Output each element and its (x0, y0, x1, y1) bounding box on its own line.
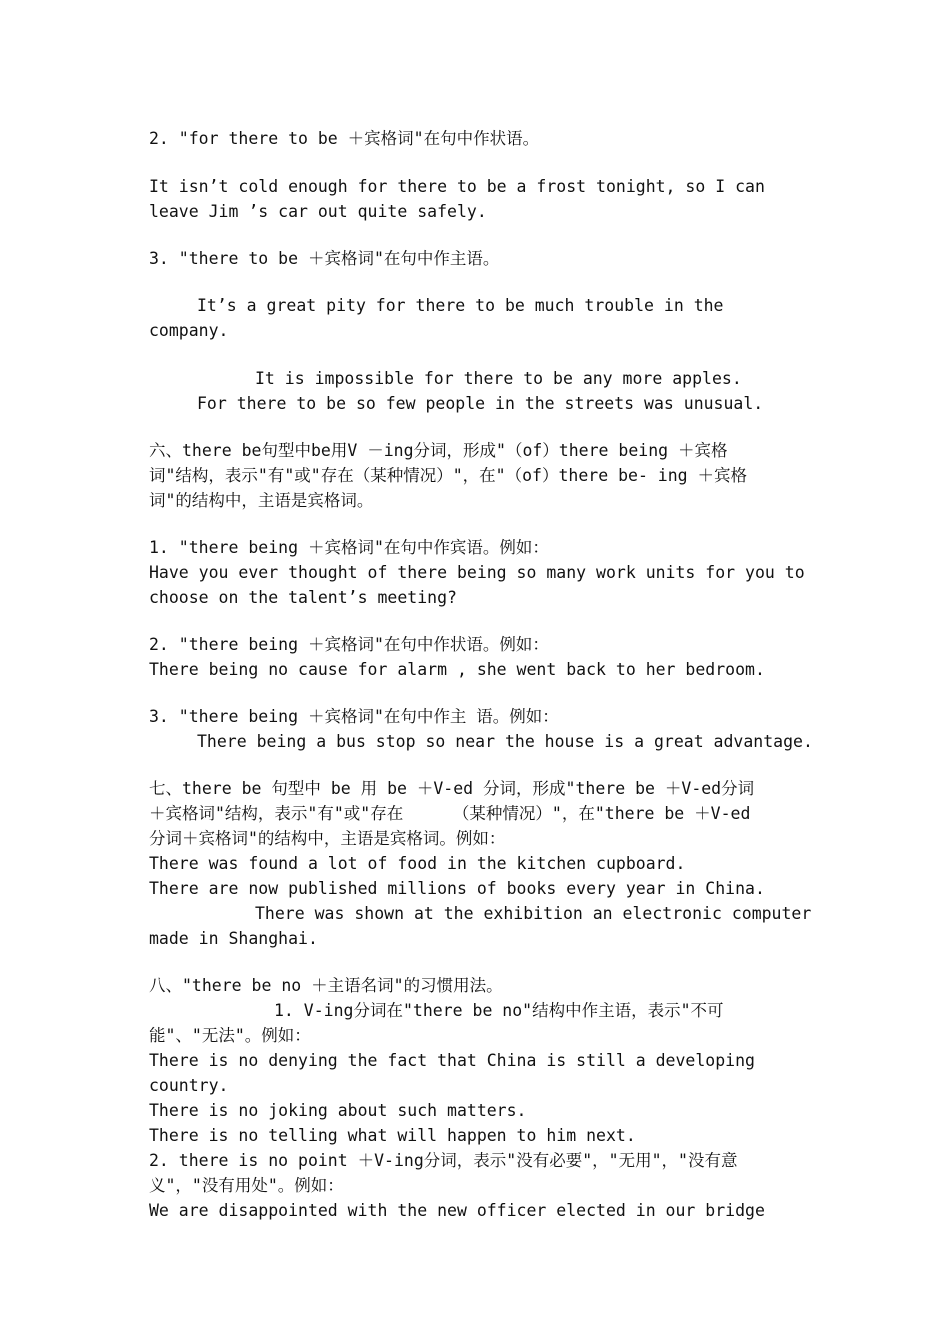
example-sentence: country. (149, 1076, 229, 1095)
example-sentence: There is no denying the fact that China is still a developing (149, 1051, 755, 1070)
example-sentence: There is no joking about such matters. (149, 1101, 527, 1120)
example-sentence: We are disappointed with the new officer elected in our bridge (149, 1201, 765, 1220)
section-heading: 2. "for there to be ＋宾格词"在句中作状语。 (149, 129, 540, 148)
example-sentence: For there to be so few people in the streets was unusual. (197, 394, 764, 413)
subsection-heading: 义"，"没有用处"。例如： (149, 1176, 344, 1195)
example-sentence: There is no telling what will happen to him next. (149, 1126, 636, 1145)
example-sentence: There being a bus stop so near the house is a great advantage. (197, 732, 813, 751)
section-heading: 3. "there being ＋宾格词"在句中作主 语。例如： (149, 707, 559, 726)
example-sentence: There are now published millions of books every year in China. (149, 879, 765, 898)
section-heading: 八、"there be no ＋主语名词"的习惯用法。 (149, 976, 503, 995)
example-sentence: company. (149, 321, 229, 340)
section-heading: 2. "there being ＋宾格词"在句中作状语。例如： (149, 635, 549, 654)
example-sentence: It is impossible for there to be any more apples. (255, 369, 742, 388)
section-heading: 词"的结构中，主语是宾格词。 (149, 491, 374, 510)
example-sentence: leave Jim ’s car out quite safely. (149, 202, 487, 221)
example-sentence: made in Shanghai. (149, 929, 318, 948)
section-heading: 1. "there being ＋宾格词"在句中作宾语。例如： (149, 538, 549, 557)
example-sentence: Have you ever thought of there being so many work units for you to (149, 563, 805, 582)
section-heading: 分词＋宾格词"的结构中，主语是宾格词。例如： (149, 829, 506, 848)
section-heading: ＋宾格词"结构，表示"有"或"存在 （某种情况）"，在"there be ＋V-ed (149, 804, 751, 823)
section-heading: 3. "there to be ＋宾格词"在句中作主语。 (149, 249, 500, 268)
subsection-heading: 1. V-ing分词在"there be no"结构中作主语，表示"不可 (274, 1001, 724, 1020)
example-sentence: There being no cause for alarm , she went back to her bedroom. (149, 660, 765, 679)
example-sentence: It isn’t cold enough for there to be a frost tonight, so I can (149, 177, 765, 196)
example-sentence: There was found a lot of food in the kitchen cupboard. (149, 854, 686, 873)
subsection-heading: 能"、"无法"。例如： (149, 1026, 311, 1045)
example-sentence: choose on the talent’s meeting? (149, 588, 457, 607)
section-heading: 六、there be句型中be用V －ing分词，形成"（of）there being ＋宾格 (149, 441, 728, 460)
example-sentence: It’s a great pity for there to be much trouble in the (197, 296, 724, 315)
example-sentence: There was shown at the exhibition an electronic computer (255, 904, 812, 923)
section-heading: 词"结构，表示"有"或"存在（某种情况）"，在"（of）there be- ing ＋宾格 (149, 466, 748, 485)
section-heading: 七、there be 句型中 be 用 be ＋V-ed 分词，形成"there be ＋V-ed分词 (149, 779, 755, 798)
subsection-heading: 2. there is no point ＋V-ing分词，表示"没有必要"，"无用"，"没有意 (149, 1151, 738, 1170)
